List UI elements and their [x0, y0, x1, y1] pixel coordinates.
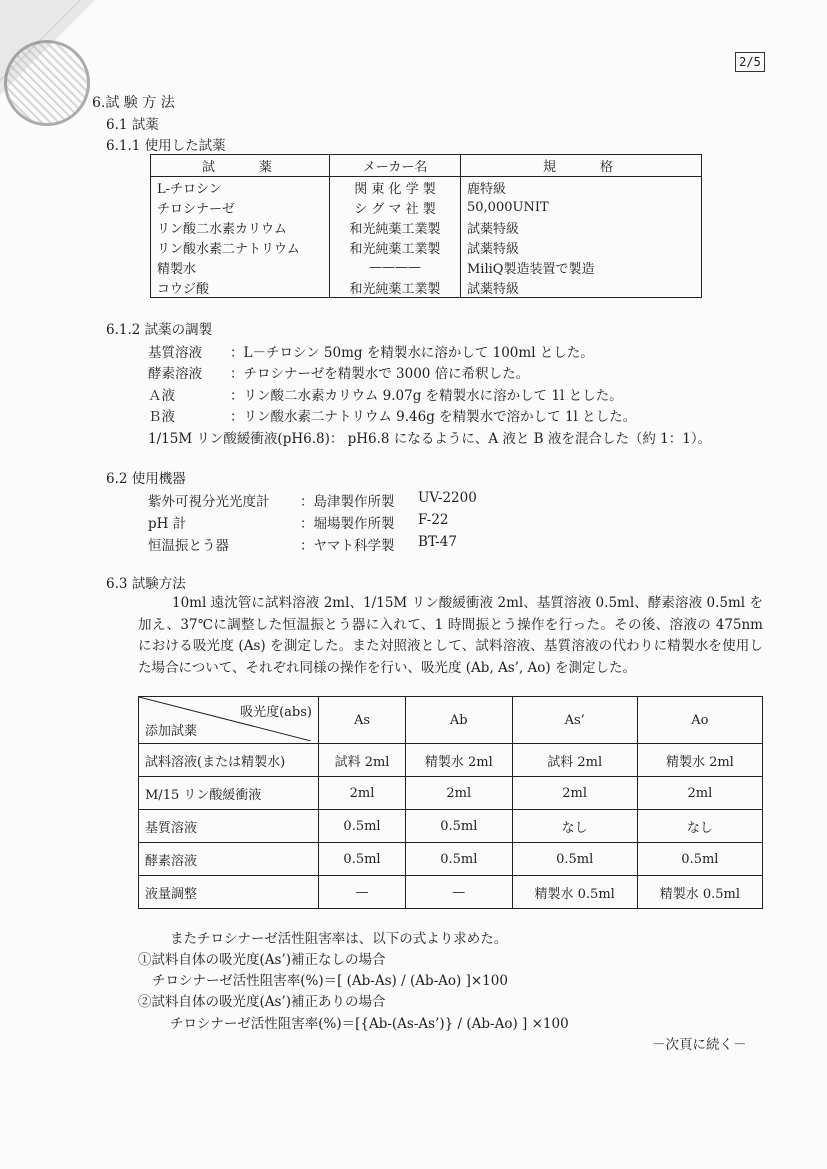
- equipment-model: F-22: [418, 512, 449, 528]
- prep-label: 基質溶液: [148, 345, 202, 361]
- subsection-6-1-2: 6.1.2 試薬の調製: [106, 322, 213, 338]
- assay-cell: 精製水 0.5ml: [512, 876, 637, 909]
- assay-cell: 0.5ml: [406, 843, 513, 876]
- header-spec: 規 格: [461, 155, 702, 177]
- corner-top-label: 吸光度(abs): [240, 705, 312, 720]
- assay-cell: —: [319, 876, 406, 909]
- table-row: [151, 177, 702, 198]
- reagent-name: 精製水: [151, 257, 330, 277]
- reagent-spec: 試薬特級: [461, 277, 702, 298]
- assay-corner-cell: [139, 697, 319, 744]
- assay-cell: 精製水 0.5ml: [637, 876, 762, 909]
- reagent-maker: 和光純薬工業製: [330, 277, 461, 298]
- reagent-maker: ————: [330, 257, 461, 277]
- table-row: [151, 277, 702, 298]
- reagent-table-header: [151, 155, 702, 177]
- header-reagent: 試 薬: [151, 155, 330, 177]
- equipment-name: 恒温振とう器: [148, 538, 229, 554]
- buffer-line: 1/15M リン酸緩衝液(pH6.8)： pH6.8 になるように、A 液と B 液を混合した（約 1：1）。: [148, 431, 712, 447]
- assay-cell: 試料 2ml: [512, 744, 637, 777]
- subsection-6-1-1: 6.1.1 使用した試薬: [106, 138, 226, 154]
- corner-bottom-label: 添加試薬: [145, 724, 198, 739]
- reagent-name: チロシナーゼ: [151, 197, 330, 217]
- seal-stamp: [4, 40, 90, 126]
- assay-row-label: 基質溶液: [139, 810, 319, 843]
- assay-col-header: Ao: [637, 697, 762, 744]
- assay-col-header: As’: [512, 697, 637, 744]
- assay-cell: 0.5ml: [406, 810, 513, 843]
- table-row: [151, 217, 702, 237]
- assay-header-row: [139, 697, 763, 744]
- page-number: 2/5: [735, 52, 765, 72]
- prep-label: Ｂ液: [148, 409, 175, 425]
- table-row: [139, 876, 763, 909]
- reagent-name: コウジ酸: [151, 277, 330, 298]
- subsection-6-2: 6.2 使用機器: [106, 471, 186, 487]
- equipment-maker: ：ヤマト科学製: [300, 538, 395, 554]
- reagent-maker: 関 東 化 学 製: [330, 177, 461, 198]
- prep-label: 酵素溶液: [148, 366, 202, 382]
- subsection-6-1: 6.1 試薬: [106, 117, 159, 133]
- reagent-spec: 鹿特級: [461, 177, 702, 198]
- section-heading: 6.試 験 方 法: [92, 95, 175, 111]
- assay-cell: 0.5ml: [319, 810, 406, 843]
- assay-row-label: 試料溶液(または精製水): [139, 744, 319, 777]
- reagent-name: リン酸二水素カリウム: [151, 217, 330, 237]
- equipment-model: BT-47: [418, 534, 457, 550]
- continued-note: －次頁に続く－: [652, 1037, 747, 1053]
- equipment-maker: ：堀場製作所製: [300, 516, 395, 532]
- table-row: [139, 810, 763, 843]
- assay-cell: —: [406, 876, 513, 909]
- reagent-maker: シ グ マ 社 製: [330, 197, 461, 217]
- table-row: [151, 257, 702, 277]
- reagent-maker: 和光純薬工業製: [330, 237, 461, 257]
- prep-text: ：リン酸二水素カリウム 9.07g を精製水に溶かして 1l とした。: [230, 388, 623, 404]
- reagent-spec: 50,000UNIT: [461, 197, 702, 217]
- subsection-6-3: 6.3 試験方法: [106, 576, 186, 592]
- reagent-spec: MiliQ製造装置で製造: [461, 257, 702, 277]
- assay-cell: 2ml: [637, 777, 762, 810]
- assay-row-label: 液量調整: [139, 876, 319, 909]
- assay-cell: 0.5ml: [512, 843, 637, 876]
- reagent-maker: 和光純薬工業製: [330, 217, 461, 237]
- assay-cell: 2ml: [319, 777, 406, 810]
- table-row: [151, 197, 702, 217]
- prep-text: ：チロシナーゼを精製水で 3000 倍に希釈した。: [230, 366, 530, 382]
- assay-table: [138, 696, 763, 909]
- method-paragraph: 10ml 遠沈管に試料溶液 2ml、1/15M リン酸緩衝液 2ml、基質溶液 0.5ml、酵素溶液 0.5ml を加え、37℃に調整した恒温振とう器に入れて、1 時間振とう操作を行った。その後、溶液の 475nm における吸光度 (As) を測定した。また対照液として、試料溶液、基質溶液の代わりに精製水を使用した場合について、それぞれ同様の操作を行い、吸光度 (Ab, As’, Ao) を測定した。: [138, 595, 763, 676]
- assay-cell: 精製水 2ml: [406, 744, 513, 777]
- case2-formula: チロシナーゼ活性阻害率(%)＝[{Ab-(As-As’)} / (Ab-Ao) ] ×100: [170, 1016, 569, 1032]
- equipment-maker: ：島津製作所製: [300, 494, 395, 510]
- table-row: [139, 744, 763, 777]
- prep-text: ：L－チロシン 50mg を精製水に溶かして 100ml とした。: [230, 345, 594, 361]
- prep-label: Ａ液: [148, 388, 175, 404]
- reagent-table: [150, 154, 702, 298]
- assay-cell: 試料 2ml: [319, 744, 406, 777]
- table-row: [139, 777, 763, 810]
- case2-title: ②試料自体の吸光度(As’)補正ありの場合: [138, 994, 386, 1010]
- case1-formula: チロシナーゼ活性阻害率(%)＝[ (Ab-As) / (Ab-Ao) ]×100: [152, 973, 508, 989]
- assay-cell: なし: [512, 810, 637, 843]
- formula-intro: またチロシナーゼ活性阻害率は、以下の式より求めた。: [170, 931, 508, 947]
- reagent-spec: 試薬特級: [461, 237, 702, 257]
- assay-row-label: M/15 リン酸緩衝液: [139, 777, 319, 810]
- reagent-name: リン酸水素二ナトリウム: [151, 237, 330, 257]
- reagent-spec: 試薬特級: [461, 217, 702, 237]
- prep-text: ：リン酸水素二ナトリウム 9.46g を精製水で溶かして 1l とした。: [230, 409, 637, 425]
- assay-cell: なし: [637, 810, 762, 843]
- assay-cell: 精製水 2ml: [637, 744, 762, 777]
- reagent-name: L-チロシン: [151, 177, 330, 198]
- assay-row-label: 酵素溶液: [139, 843, 319, 876]
- header-maker: メーカー名: [330, 155, 461, 177]
- assay-cell: 0.5ml: [319, 843, 406, 876]
- assay-cell: 0.5ml: [637, 843, 762, 876]
- equipment-name: 紫外可視分光光度計: [148, 494, 270, 510]
- assay-cell: 2ml: [512, 777, 637, 810]
- assay-col-header: As: [319, 697, 406, 744]
- table-row: [139, 843, 763, 876]
- case1-title: ①試料自体の吸光度(As’)補正なしの場合: [138, 952, 386, 968]
- assay-col-header: Ab: [406, 697, 513, 744]
- equipment-model: UV-2200: [418, 490, 477, 506]
- table-row: [151, 237, 702, 257]
- assay-cell: 2ml: [406, 777, 513, 810]
- equipment-name: pH 計: [148, 516, 187, 532]
